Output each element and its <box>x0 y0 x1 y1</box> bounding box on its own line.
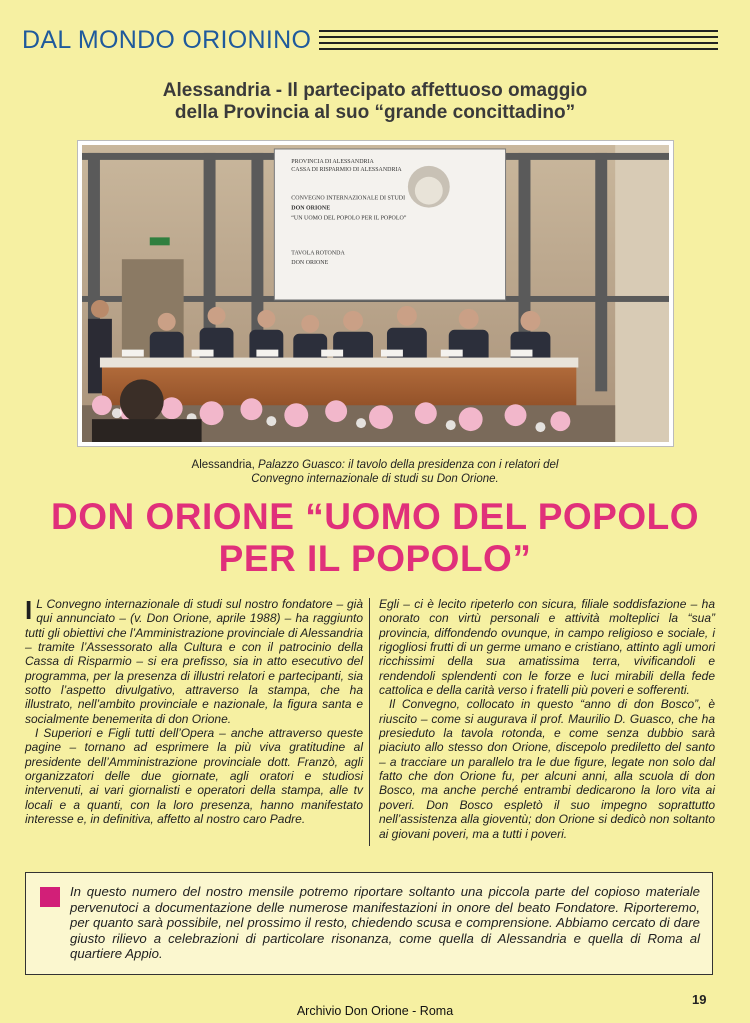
banner-line-2: CASSA DI RISPARMIO DI ALESSANDRIA <box>291 166 402 173</box>
article-column-left <box>25 597 363 827</box>
right-paragraph-1: Egli – ci è lecito ripeterlo con sicura, filiale soddisfazione – ha onorato con virtù personali e attività molteplici la “sua” provincia, diffondendo ovunque, in campo religioso e sociale, i rigogliosi frutti di un germe umano e cristiano, attinto agli umori ricchissimi della sua amatissima terra, vivificandoli e rendendoli splendenti con le forze e luci mirabili della fede cattolica e della carità verso i fratelli più poveri e sofferenti. <box>379 597 715 698</box>
editorial-note-box <box>25 872 713 975</box>
caption-line-2: Convegno internazionale di studi su Don Orione. <box>251 473 499 485</box>
section-header <box>22 24 718 56</box>
banner-line-1: PROVINCIA DI ALESSANDRIA <box>291 158 374 165</box>
article-subtitle <box>0 80 750 124</box>
banner-line-4: DON ORIONE <box>291 205 331 212</box>
header-rules <box>319 30 718 50</box>
section-title: DAL MONDO ORIONINO <box>22 25 312 54</box>
subtitle-line-2: della Provincia al suo “grande concittadino” <box>174 102 576 123</box>
left-paragraph-1 <box>25 597 363 726</box>
column-divider <box>369 598 370 846</box>
banner-line-3: CONVEGNO INTERNAZIONALE DI STUDI <box>291 195 406 202</box>
caption-line-1 <box>0 458 750 472</box>
banner-line-5: “UN UOMO DEL POPOLO PER IL POPOLO” <box>291 215 407 222</box>
page-number: 19 <box>692 992 707 1007</box>
archive-watermark: Archivio Don Orione - Roma <box>296 1004 454 1018</box>
headline-line-1: DON ORIONE “UOMO DEL POPOLO <box>50 496 700 537</box>
left-paragraph-1-text: L Convegno internazionale di studi sul nostro fondatore – già qui annunciato – (v. Don Orione, aprile 1988) – ha raggiunto tutti gli obiettivi che l’Amministrazione provinciale di Alessandria – tramite l’Assessorato alla Cultura e con il patrocinio della Cassa di Risparmio – si era prefisso, sia in atto esecutivo del programma, per la presenza di illustri relatori e partecipanti, sia sotto l’aspetto divulgativo, attraverso la stampa, che ha illustrato, nell’ambito provinciale e nazionale, la figura santa e socialmente benemerita di don Orione. <box>25 597 363 726</box>
article-column-right <box>379 597 715 841</box>
conference-photo <box>77 140 674 447</box>
subtitle-line-1: Alessandria - Il partecipato affettuoso omaggio <box>162 80 588 101</box>
right-paragraph-2: Il Convegno, collocato in questo “anno di don Bosco”, è riuscito – come si augurava il prof. Maurilio D. Guasco, che ha presieduto la tavola rotonda, e come senza dubbio sarà piaciuto allo stesso don Orione, discepolo prediletto del santo – a tracciare un parallelo tra le due figure, legate non solo dal fatto che don Orione fu, per alcuni anni, alla scuola di don Bosco, ma anche perché entrambi dedicarono la loro vita ai poveri. Don Bosco espletò il suo impegno soprattutto nell’assistenza alla gioventù; don Orione si dedicò non soltanto ai giovani poveri, ma a tutti i poveri. <box>379 697 715 841</box>
caption-line-1-rest: Palazzo Guasco: il tavolo della presidenza con i relatori del <box>254 459 559 471</box>
photo-caption <box>0 458 750 486</box>
conference-photo-illustration <box>82 145 669 442</box>
banner-line-7: DON ORIONE <box>291 260 329 267</box>
drop-cap: I <box>25 595 33 625</box>
banner-line-6: TAVOLA ROTONDA <box>291 250 345 257</box>
editorial-note-text: In questo numero del nostro mensile potremo riportare soltanto una piccola parte del copioso materiale pervenutoci a documentazione delle numerose manifestazioni in onore del beato Fondatore. Riporteremo, per quanto sarà possibile, nel prossimo il resto, chiedendo scusa e comprensione. Abbiamo cercato di dare giusto rilievo a celebrazioni di particolare risonanza, come quella di Alessandria e quella di Roma al quartiere Appio. <box>70 884 700 962</box>
note-marker-square <box>40 887 60 907</box>
left-paragraph-2: I Superiori e Figli tutti dell’Opera – anche attraverso queste pagine – tornano ad esprimere la più viva gratitudine al presidente dell’Amministrazione provinciale dott. Franzò, agli organizzatori delle due giornate, agli oratori e studiosi intervenuti, ai vari giornalisti e operatori della stampa, alle tv locali e a quanti, con la loro presenza, hanno manifestato interesse e, in definitiva, affetto al nostro caro Padre. <box>25 726 363 827</box>
headline-line-2: PER IL POPOLO” <box>218 538 532 579</box>
article-headline <box>0 496 750 580</box>
caption-place: Alessandria, <box>191 459 255 471</box>
